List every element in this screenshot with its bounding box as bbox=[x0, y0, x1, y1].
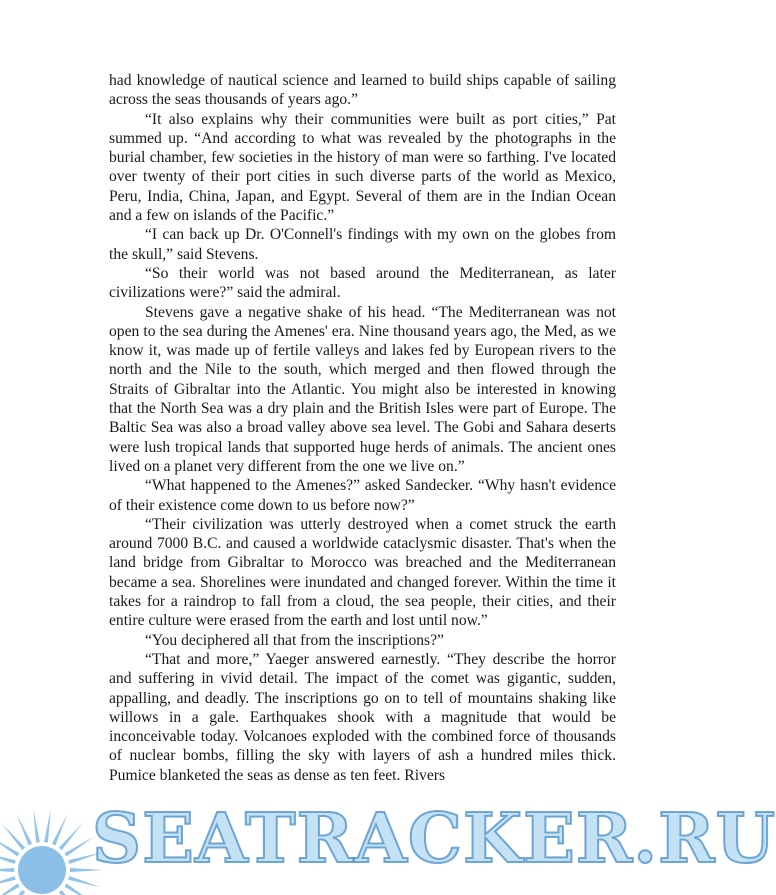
paragraph: “I can back up Dr. O'Connell's findings with my own on the globes from the skull,” said Stevens. bbox=[109, 226, 616, 263]
sun-ray bbox=[44, 809, 51, 843]
paragraph: “What happened to the Amenes?” asked Sandecker. “Why hasn't evidence of their existence come down to us before now?” bbox=[109, 477, 616, 514]
sun-ray bbox=[0, 876, 16, 887]
paragraph: “It also explains why their communities were built as port cities,” Pat summed up. “And according to what was revealed by the photographs in the burial chamber, few societies in the history of man were so farthing. I've located over twenty of their port cities in such diverse parts of the world as Mexico, Peru, India, China, Japan, and Egypt. Several of them are in the Indian Ocean and a few on islands of the Pacific.” bbox=[109, 110, 616, 225]
book-page-text bbox=[109, 71, 616, 785]
paragraph: “Their civilization was utterly destroyed when a comet struck the earth around 7000 B.C. and caused a worldwide cataclysmic disaster. That's when the land bridge from Gibraltar to Morocco was breached and the Mediterranean became a sea. Shorelines were inundated and changed forever. Within the time it takes for a raindrop to fall from a cloud, the sea people, their cities, and their entire culture were erased from the earth and lost until now.” bbox=[109, 515, 616, 630]
paragraph: Stevens gave a negative shake of his head. “The Mediterranean was not open to the sea during the Amenes' era. Nine thousand years ago, the Med, as we know it, was made up of fertile valleys and lakes fed by European rivers to the north and the Nile to the south, which merged and then flowed through the Straits of Gibraltar into the Atlantic. You might also be interested in knowing that the North Sea was a dry plain and the British Isles were part of Europe. The Baltic Sea was also a broad valley above sea level. The Gobi and Sahara deserts were lush tropical lands that supported huge herds of animals. The ancient ones lived on a planet very different from the one we live on.” bbox=[109, 303, 616, 475]
sun-ray bbox=[0, 868, 14, 872]
watermark-text: SEATRACKER.RU bbox=[92, 799, 776, 879]
paragraph: “That and more,” Yaeger answered earnestly. “They describe the horror and suffering in vivid detail. The impact of the comet was gigantic, sudden, appalling, and deadly. The inscriptions go on to tell of mountains shaking like willows in a gale. Earthquakes shook with a magnitude that would be inconceivable today. Volcanoes exploded with the combined force of thousands of nuclear bombs, filling the sky with layers of ash a hundred miles thick. Pumice blanketed the seas as dense as ten feet. Rivers bbox=[109, 650, 616, 784]
sun-ray bbox=[52, 814, 68, 846]
sun-ray bbox=[16, 814, 32, 846]
sun-ray bbox=[0, 883, 20, 895]
paragraph: “You deciphered all that from the inscriptions?” bbox=[145, 631, 444, 649]
paragraph: had knowledge of nautical science and learned to build ships capable of sailing across the seas thousands of years ago.” bbox=[109, 72, 616, 109]
sun-ray bbox=[33, 809, 40, 843]
paragraph: “So their world was not based around the Mediterranean, as later civilizations were?” said the admiral. bbox=[109, 264, 616, 302]
sun-ray bbox=[0, 853, 16, 864]
sun-ray bbox=[64, 883, 94, 895]
watermark bbox=[0, 788, 776, 895]
